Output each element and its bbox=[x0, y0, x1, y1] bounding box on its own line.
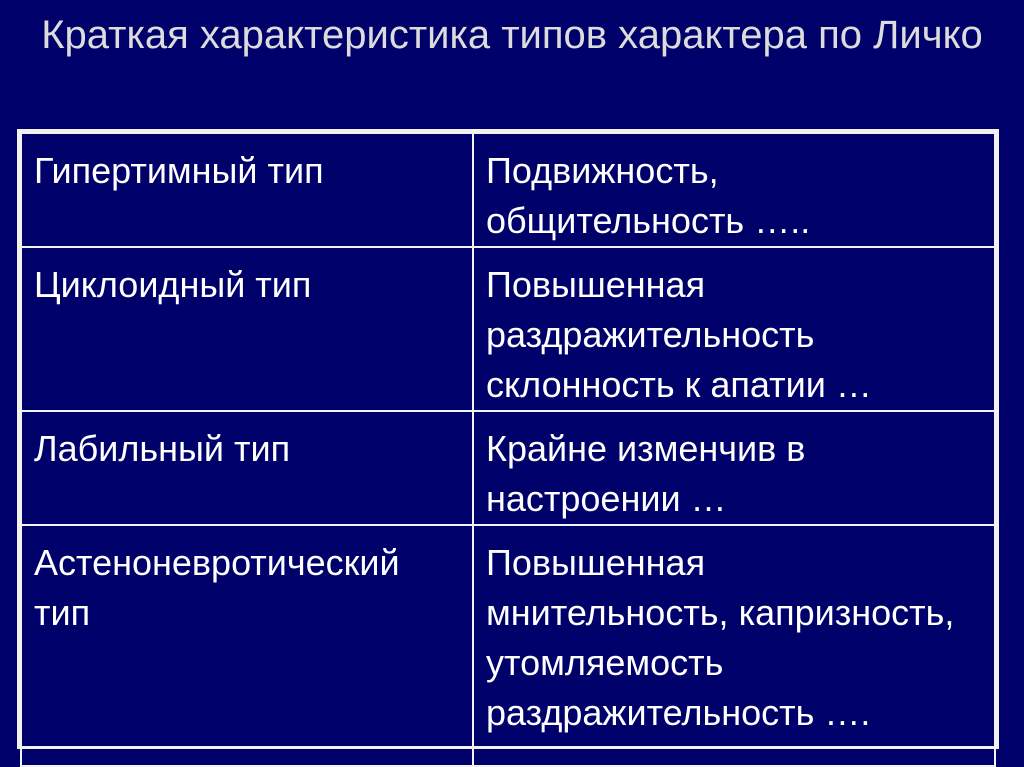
type-cell: Циклоидный тип bbox=[21, 247, 473, 411]
table-row bbox=[21, 411, 995, 525]
table bbox=[20, 132, 996, 767]
slide-title: Краткая характеристика типов характера по Личко bbox=[41, 13, 983, 57]
table-row bbox=[21, 133, 995, 247]
description-cell: Повышенная мнительность, капризность, утомляемость раздражительность …. bbox=[473, 525, 995, 766]
description-cell: Подвижность, общительность ….. bbox=[473, 133, 995, 247]
type-cell: Гипертимный тип bbox=[21, 133, 473, 247]
description-cell: Повышенная раздражительность склонность к апатии … bbox=[473, 247, 995, 411]
character-types-table bbox=[17, 129, 999, 749]
type-cell: Лабильный тип bbox=[21, 411, 473, 525]
table-row bbox=[21, 247, 995, 411]
table-row bbox=[21, 525, 995, 766]
description-cell: Крайне изменчив в настроении … bbox=[473, 411, 995, 525]
type-cell: Астеноневротический тип bbox=[21, 525, 473, 766]
